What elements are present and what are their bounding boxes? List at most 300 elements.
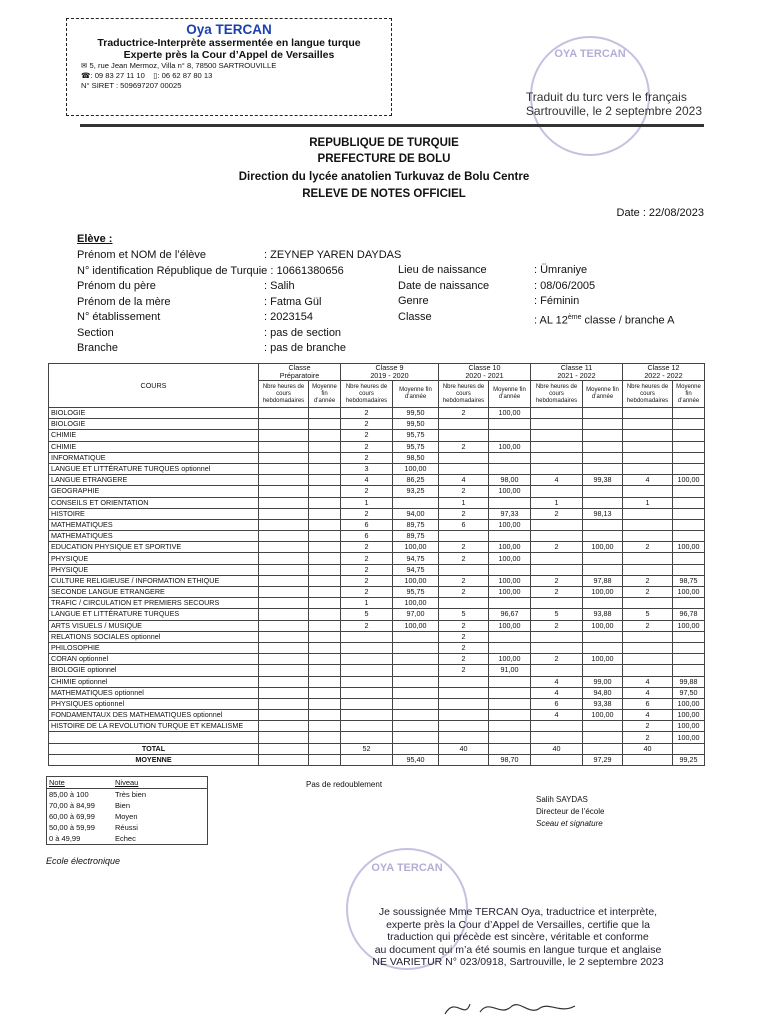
grade-cell bbox=[673, 553, 705, 564]
grade-cell bbox=[259, 609, 309, 620]
moyenne-row-cell bbox=[309, 754, 341, 765]
grade-cell: 2 bbox=[623, 587, 673, 598]
grade-cell bbox=[259, 475, 309, 486]
cert-line-5: NE VARIETUR N° 023/0918, Sartrouville, le 2 septembre 2023 bbox=[372, 956, 664, 968]
grade-cell bbox=[393, 687, 439, 698]
grade-cell: 94,00 bbox=[393, 508, 439, 519]
grade-cell: 2 bbox=[439, 441, 489, 452]
grade-cell: 95,75 bbox=[393, 587, 439, 598]
grade-cell bbox=[439, 732, 489, 743]
grade-cell: 2 bbox=[341, 441, 393, 452]
grade-cell: 100,00 bbox=[489, 519, 531, 530]
director-block bbox=[536, 794, 604, 830]
course-name: PHYSIQUES optionnel bbox=[49, 698, 259, 709]
course-name: SECONDE LANGUE ETRANGERE bbox=[49, 587, 259, 598]
grade-cell: 100,00 bbox=[673, 475, 705, 486]
grade-cell bbox=[259, 620, 309, 631]
grade-cell: 100,00 bbox=[489, 542, 531, 553]
grade-cell bbox=[309, 486, 341, 497]
grade-cell: 100,00 bbox=[489, 587, 531, 598]
grade-cell: 4 bbox=[531, 710, 583, 721]
total-row-cell: 40 bbox=[623, 743, 673, 754]
grade-cell bbox=[531, 408, 583, 419]
grade-cell bbox=[489, 676, 531, 687]
grade-cell bbox=[623, 419, 673, 430]
grade-cell bbox=[673, 408, 705, 419]
total-row-cell bbox=[583, 743, 623, 754]
grade-cell bbox=[259, 408, 309, 419]
grade-cell: 96,67 bbox=[489, 609, 531, 620]
grade-cell: 100,00 bbox=[489, 486, 531, 497]
grade-cell: 4 bbox=[531, 676, 583, 687]
grade-cell bbox=[623, 665, 673, 676]
column-subheader: Moyenne fin d’année bbox=[309, 381, 341, 408]
grade-cell bbox=[393, 698, 439, 709]
grade-cell: 4 bbox=[623, 710, 673, 721]
table-row bbox=[49, 430, 705, 441]
grade-cell bbox=[259, 430, 309, 441]
grade-cell bbox=[623, 430, 673, 441]
grade-cell bbox=[531, 531, 583, 542]
table-row bbox=[49, 408, 705, 419]
phone-icon: ☎ bbox=[81, 71, 91, 80]
grade-cell bbox=[531, 553, 583, 564]
grade-cell bbox=[531, 486, 583, 497]
grade-cell bbox=[583, 531, 623, 542]
grade-cell: 91,00 bbox=[489, 665, 531, 676]
grade-cell: 1 bbox=[623, 497, 673, 508]
translator-mobile: : 06 62 87 80 13 bbox=[157, 71, 213, 80]
legend-range: 0 à 49,99 bbox=[49, 834, 81, 843]
grade-cell bbox=[531, 463, 583, 474]
grade-cell bbox=[439, 564, 489, 575]
grade-cell bbox=[531, 441, 583, 452]
table-row bbox=[49, 620, 705, 631]
grade-cell bbox=[309, 497, 341, 508]
grade-cell: 2 bbox=[341, 452, 393, 463]
table-row bbox=[49, 564, 705, 575]
grade-cell: 4 bbox=[623, 687, 673, 698]
grade-cell bbox=[673, 452, 705, 463]
grade-cell bbox=[583, 419, 623, 430]
grade-cell bbox=[583, 631, 623, 642]
section-value: : pas de section bbox=[264, 326, 342, 339]
grade-cell: 2 bbox=[623, 542, 673, 553]
course-name: PHYSIQUE bbox=[49, 564, 259, 575]
grade-cell: 2 bbox=[341, 620, 393, 631]
course-name: BIOLOGIE bbox=[49, 419, 259, 430]
legend-level: Très bien bbox=[115, 790, 146, 799]
grade-cell bbox=[623, 408, 673, 419]
moyenne-row-label: MOYENNE bbox=[49, 754, 259, 765]
class-group-header: Classe 10 2020 - 2021 bbox=[439, 364, 531, 381]
grade-cell bbox=[623, 519, 673, 530]
grade-cell bbox=[531, 564, 583, 575]
grade-cell bbox=[309, 542, 341, 553]
table-row bbox=[49, 687, 705, 698]
grade-cell: 100,00 bbox=[583, 587, 623, 598]
grade-cell bbox=[623, 631, 673, 642]
grade-cell: 95,75 bbox=[393, 441, 439, 452]
grade-cell: 99,88 bbox=[673, 676, 705, 687]
etab-value: : 2023154 bbox=[264, 311, 313, 323]
course-name: CHIMIE bbox=[49, 441, 259, 452]
grade-cell: 100,00 bbox=[583, 710, 623, 721]
moyenne-row-cell: 95,40 bbox=[393, 754, 439, 765]
total-row-cell bbox=[673, 743, 705, 754]
grade-cell: 4 bbox=[341, 475, 393, 486]
grade-cell bbox=[259, 665, 309, 676]
grade-cell bbox=[439, 676, 489, 687]
total-row-cell bbox=[489, 743, 531, 754]
grade-cell bbox=[309, 419, 341, 430]
grade-cell bbox=[259, 676, 309, 687]
grade-cell bbox=[623, 463, 673, 474]
course-name: MATHEMATIQUES bbox=[49, 519, 259, 530]
table-row bbox=[49, 452, 705, 463]
etab-label: N° établissement bbox=[77, 311, 161, 323]
grade-cell bbox=[341, 687, 393, 698]
grade-cell bbox=[309, 620, 341, 631]
grade-cell: 2 bbox=[439, 642, 489, 653]
grade-cell bbox=[673, 441, 705, 452]
grade-cell: 1 bbox=[341, 598, 393, 609]
table-row bbox=[49, 698, 705, 709]
moyenne-row-cell: 97,29 bbox=[583, 754, 623, 765]
grade-cell: 100,00 bbox=[489, 553, 531, 564]
grade-cell: 100,00 bbox=[673, 587, 705, 598]
name-value: : ZEYNEP YAREN DAYDAS bbox=[264, 249, 402, 261]
legend-row bbox=[47, 800, 207, 811]
grade-cell: 100,00 bbox=[393, 575, 439, 586]
grade-cell bbox=[259, 721, 309, 732]
grade-cell bbox=[531, 452, 583, 463]
cert-line-2: experte près la Cour d’Appel de Versailles, certifie que la bbox=[386, 918, 650, 931]
mobile-icon: ▯ bbox=[153, 71, 158, 80]
column-subheader: Nbre heures de cours hebdomadaires bbox=[259, 381, 309, 408]
grade-cell: 4 bbox=[531, 687, 583, 698]
eleve-heading: Elève : bbox=[77, 233, 113, 245]
course-name: LANGUE ETRANGERE bbox=[49, 475, 259, 486]
grade-cell: 94,80 bbox=[583, 687, 623, 698]
legend-row bbox=[47, 811, 207, 822]
table-row bbox=[49, 721, 705, 732]
grade-cell bbox=[259, 642, 309, 653]
total-row-cell: 40 bbox=[439, 743, 489, 754]
grade-cell bbox=[531, 665, 583, 676]
grade-cell bbox=[531, 430, 583, 441]
grade-cell bbox=[309, 553, 341, 564]
table-row bbox=[49, 531, 705, 542]
grade-cell bbox=[309, 463, 341, 474]
grade-cell: 2 bbox=[439, 486, 489, 497]
grade-cell: 6 bbox=[623, 698, 673, 709]
legend-level-header: Niveau bbox=[115, 778, 139, 787]
course-name: HISTOIRE DE LA REVOLUTION TURQUE ET KEMALISME bbox=[49, 721, 259, 732]
grade-cell bbox=[259, 531, 309, 542]
legend-range: 50,00 à 59,99 bbox=[49, 823, 95, 832]
course-name bbox=[49, 732, 259, 743]
grade-cell: 5 bbox=[531, 609, 583, 620]
cert-line-4: au document qui m’a été soumis en langue turque et anglaise bbox=[374, 943, 662, 956]
grade-cell: 2 bbox=[531, 587, 583, 598]
grade-cell bbox=[439, 710, 489, 721]
grade-cell: 2 bbox=[439, 542, 489, 553]
legend-level: Réussi bbox=[115, 823, 138, 832]
grade-cell: 2 bbox=[341, 553, 393, 564]
translation-note bbox=[526, 90, 702, 118]
grade-cell bbox=[259, 508, 309, 519]
grade-cell: 2 bbox=[341, 508, 393, 519]
mail-icon: ✉ bbox=[81, 61, 88, 70]
grade-cell bbox=[583, 463, 623, 474]
total-row-cell bbox=[393, 743, 439, 754]
grade-cell: 4 bbox=[623, 676, 673, 687]
grade-cell bbox=[259, 698, 309, 709]
document-date: Date : 22/08/2023 bbox=[616, 207, 704, 219]
grade-cell: 100,00 bbox=[393, 463, 439, 474]
grade-cell: 1 bbox=[341, 497, 393, 508]
grade-cell: 2 bbox=[531, 575, 583, 586]
moyenne-row-cell bbox=[439, 754, 489, 765]
grade-cell: 100,00 bbox=[583, 620, 623, 631]
moyenne-row-cell: 99,25 bbox=[673, 754, 705, 765]
grade-cell: 100,00 bbox=[673, 732, 705, 743]
grade-cell bbox=[439, 430, 489, 441]
grade-cell: 2 bbox=[341, 419, 393, 430]
class-group-header: Classe Préparatoire bbox=[259, 364, 341, 381]
table-row bbox=[49, 441, 705, 452]
grade-cell bbox=[309, 441, 341, 452]
grade-cell bbox=[341, 631, 393, 642]
table-row bbox=[49, 609, 705, 620]
grade-cell: 89,75 bbox=[393, 531, 439, 542]
birthdate-label: Date de naissance bbox=[398, 279, 490, 292]
column-subheader: Moyenne fin d’année bbox=[673, 381, 705, 408]
table-row bbox=[49, 542, 705, 553]
grade-cell: 2 bbox=[531, 620, 583, 631]
class-value bbox=[534, 310, 674, 329]
grade-cell bbox=[489, 497, 531, 508]
redoublement-note: Pas de redoublement bbox=[306, 780, 383, 789]
grade-cell: 2 bbox=[341, 587, 393, 598]
mother-value: : Fatma Gül bbox=[264, 295, 322, 308]
grade-cell bbox=[309, 721, 341, 732]
grade-cell bbox=[489, 564, 531, 575]
grade-cell bbox=[489, 642, 531, 653]
signature bbox=[440, 994, 590, 1022]
grade-cell: 100,00 bbox=[489, 408, 531, 419]
grade-cell bbox=[259, 631, 309, 642]
grade-cell bbox=[583, 642, 623, 653]
table-row bbox=[49, 508, 705, 519]
grade-cell bbox=[673, 497, 705, 508]
grade-cell bbox=[309, 676, 341, 687]
grade-cell bbox=[439, 531, 489, 542]
course-name: HISTOIRE bbox=[49, 508, 259, 519]
translator-siret: N° SIRET : 509697207 00025 bbox=[81, 81, 182, 90]
class-value-a: : AL 12 bbox=[534, 314, 568, 327]
grade-cell bbox=[439, 687, 489, 698]
class-value-b: classe / branche A bbox=[581, 314, 675, 327]
course-name: RELATIONS SOCIALES optionnel bbox=[49, 631, 259, 642]
grade-cell bbox=[583, 497, 623, 508]
course-name: CULTURE RELIGIEUSE / INFORMATION ETHIQUE bbox=[49, 575, 259, 586]
grade-cell: 100,00 bbox=[489, 620, 531, 631]
grade-cell bbox=[439, 452, 489, 463]
translator-header bbox=[66, 18, 392, 116]
class-group-header: Classe 11 2021 - 2022 bbox=[531, 364, 623, 381]
header-releve: RELEVE DE NOTES OFFICIEL bbox=[302, 188, 466, 200]
grade-cell: 2 bbox=[439, 654, 489, 665]
grade-cell bbox=[341, 654, 393, 665]
grade-cell: 2 bbox=[341, 564, 393, 575]
grade-cell bbox=[309, 631, 341, 642]
grade-cell bbox=[309, 519, 341, 530]
grade-cell bbox=[583, 452, 623, 463]
grade-cell bbox=[673, 531, 705, 542]
grade-cell: 93,88 bbox=[583, 609, 623, 620]
table-row bbox=[49, 575, 705, 586]
grade-cell bbox=[489, 698, 531, 709]
grade-cell: 2 bbox=[439, 631, 489, 642]
director-seal: Sceau et signature bbox=[536, 819, 603, 828]
grade-cell bbox=[259, 497, 309, 508]
grade-cell: 99,50 bbox=[393, 408, 439, 419]
translator-name: Oya TERCAN bbox=[186, 22, 272, 37]
grade-cell bbox=[673, 419, 705, 430]
grade-cell bbox=[439, 419, 489, 430]
grade-cell bbox=[583, 486, 623, 497]
grade-cell: 2 bbox=[531, 654, 583, 665]
course-name: MATHEMATIQUES optionnel bbox=[49, 687, 259, 698]
grade-cell: 99,50 bbox=[393, 419, 439, 430]
header-divider bbox=[80, 124, 704, 127]
grade-cell bbox=[623, 553, 673, 564]
table-row bbox=[49, 676, 705, 687]
table-row bbox=[49, 710, 705, 721]
total-row-cell bbox=[309, 743, 341, 754]
branche-label: Branche bbox=[77, 342, 118, 354]
grade-cell bbox=[393, 665, 439, 676]
column-subheader: Nbre heures de cours hebdomadaires bbox=[439, 381, 489, 408]
column-subheader: Moyenne fin d’année bbox=[393, 381, 439, 408]
grade-cell bbox=[309, 587, 341, 598]
grade-cell bbox=[531, 419, 583, 430]
grade-cell bbox=[623, 508, 673, 519]
stamp-text-bottom: OYA TERCAN bbox=[371, 862, 443, 874]
cours-header: COURS bbox=[49, 364, 259, 408]
grade-cell: 2 bbox=[439, 587, 489, 598]
header-republic: REPUBLIQUE DE TURQUIE bbox=[309, 137, 459, 149]
grade-cell: 6 bbox=[439, 519, 489, 530]
grade-cell bbox=[623, 441, 673, 452]
grade-cell bbox=[341, 732, 393, 743]
grade-cell bbox=[673, 486, 705, 497]
grade-cell: 99,38 bbox=[583, 475, 623, 486]
legend-level: Bien bbox=[115, 801, 131, 810]
total-row bbox=[49, 743, 705, 754]
certification-text bbox=[348, 906, 688, 969]
stamp-text: OYA TERCAN bbox=[554, 48, 626, 60]
grade-cell: 100,00 bbox=[489, 575, 531, 586]
director-title: Directeur de l’école bbox=[536, 807, 605, 816]
grade-cell: 100,00 bbox=[673, 620, 705, 631]
grade-cell: 5 bbox=[439, 609, 489, 620]
director-name: Salih SAYDAS bbox=[536, 795, 588, 804]
grade-cell bbox=[439, 598, 489, 609]
grade-cell bbox=[439, 698, 489, 709]
grade-cell bbox=[439, 721, 489, 732]
grade-cell bbox=[489, 430, 531, 441]
moyenne-row-cell bbox=[259, 754, 309, 765]
grade-cell bbox=[309, 687, 341, 698]
grade-cell bbox=[259, 587, 309, 598]
grade-cell bbox=[583, 564, 623, 575]
grade-cell bbox=[259, 598, 309, 609]
grade-cell bbox=[341, 710, 393, 721]
grade-cell: 2 bbox=[439, 553, 489, 564]
grade-cell: 100,00 bbox=[583, 542, 623, 553]
grade-cell: 100,00 bbox=[489, 441, 531, 452]
grade-cell bbox=[309, 408, 341, 419]
translation-line-1: Traduit du turc vers le français bbox=[525, 90, 687, 104]
legend-row bbox=[47, 833, 207, 844]
class-group-header: Classe 9 2019 - 2020 bbox=[341, 364, 439, 381]
grade-cell: 98,00 bbox=[489, 475, 531, 486]
grade-legend bbox=[46, 776, 208, 845]
id-value: 10661380656 bbox=[276, 264, 344, 277]
grade-cell bbox=[259, 654, 309, 665]
grade-cell bbox=[489, 463, 531, 474]
grade-cell: 94,75 bbox=[393, 553, 439, 564]
grade-cell bbox=[309, 575, 341, 586]
course-name: FONDAMENTAUX DES MATHEMATIQUES optionnel bbox=[49, 710, 259, 721]
father-label: Prénom du père bbox=[77, 280, 156, 292]
grade-cell bbox=[583, 553, 623, 564]
grades-table bbox=[48, 363, 705, 766]
grade-cell: 95,75 bbox=[393, 430, 439, 441]
grade-cell bbox=[259, 542, 309, 553]
grade-cell bbox=[393, 710, 439, 721]
grade-cell bbox=[673, 430, 705, 441]
grade-cell: 2 bbox=[623, 732, 673, 743]
grade-cell bbox=[673, 642, 705, 653]
grade-cell: 2 bbox=[341, 486, 393, 497]
grade-cell bbox=[309, 598, 341, 609]
grade-cell: 100,00 bbox=[583, 654, 623, 665]
moyenne-row-cell bbox=[623, 754, 673, 765]
grade-cell: 100,00 bbox=[393, 542, 439, 553]
grade-cell: 3 bbox=[341, 463, 393, 474]
grade-cell bbox=[583, 519, 623, 530]
moyenne-row bbox=[49, 754, 705, 765]
grade-cell: 89,75 bbox=[393, 519, 439, 530]
total-row-cell: 52 bbox=[341, 743, 393, 754]
legend-row bbox=[47, 822, 207, 833]
birthdate-value: : 08/06/2005 bbox=[534, 279, 596, 292]
grade-cell: 2 bbox=[439, 665, 489, 676]
grade-cell bbox=[673, 463, 705, 474]
grade-cell bbox=[259, 463, 309, 474]
course-name: CHIMIE optionnel bbox=[49, 676, 259, 687]
grade-cell bbox=[673, 598, 705, 609]
grade-cell: 5 bbox=[623, 609, 673, 620]
grade-cell: 2 bbox=[439, 508, 489, 519]
grade-cell bbox=[309, 710, 341, 721]
grade-cell: 1 bbox=[439, 497, 489, 508]
mother-label: Prénom de la mère bbox=[77, 295, 171, 308]
